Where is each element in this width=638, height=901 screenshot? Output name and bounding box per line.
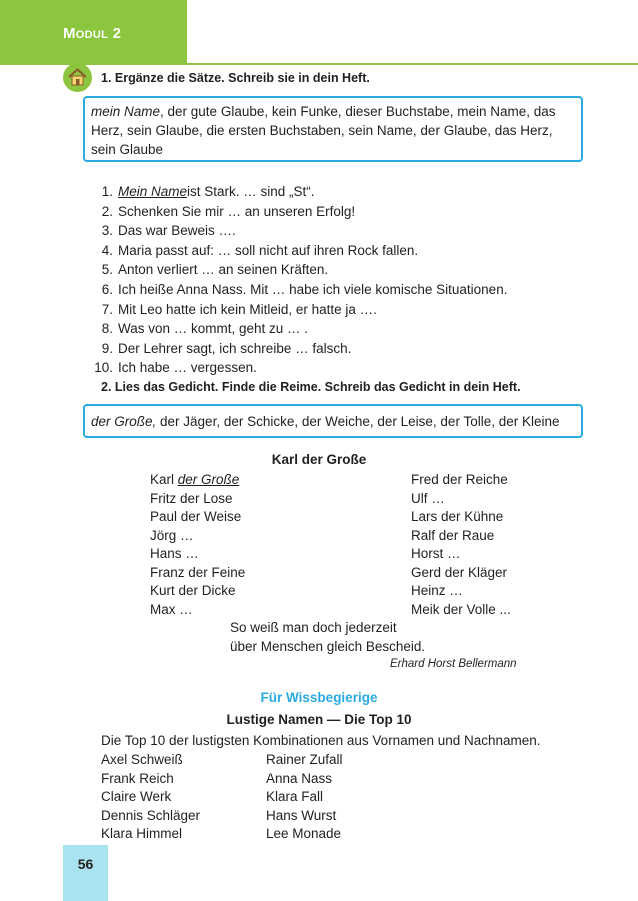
house-icon — [63, 63, 92, 92]
list-item: 10. Ich habe … vergessen. — [94, 360, 257, 376]
list-item: 6. Ich heiße Anna Nass. Mit … habe ich viele komische Situationen. — [101, 281, 508, 297]
poem-title: Karl der Große — [271, 452, 367, 467]
task1-title: 1. Ergänze die Sätze. Schreib sie in dein Heft. — [101, 71, 370, 85]
task2-title: 2. Lies das Gedicht. Finde die Reime. Schreib das Gedicht in dein Heft. — [101, 380, 521, 394]
list-item: Lee Monade — [266, 826, 342, 842]
poem-left-column — [150, 471, 245, 619]
list-item: Claire Werk — [101, 789, 172, 805]
poem-author: Erhard Horst Bellermann — [390, 658, 517, 670]
module-label: MODUL 2 — [63, 25, 122, 42]
poem-line: Ralf der Raue — [411, 527, 495, 543]
poem-line: Max … — [150, 601, 193, 617]
poem-line: So weiß man doch jederzeit — [230, 620, 397, 635]
names-left-column — [101, 751, 200, 844]
task2-wordbox: der Große, der Jäger, der Schicke, der Weiche, der Leise, der Tolle, der Kleine — [83, 404, 583, 438]
poem-line: Gerd der Kläger — [411, 564, 508, 580]
page-number-box — [63, 845, 108, 901]
page-number: 56 — [77, 856, 94, 872]
poem-line: Lars der Kühne — [411, 509, 504, 524]
list-item: Klara Himmel — [101, 826, 183, 842]
poem-line: Karl der Große — [150, 472, 240, 487]
list-item: 8. Was von … kommt, geht zu … . — [101, 321, 309, 337]
list-item: 4. Maria passt auf: … soll nicht auf ihren Rock fallen. — [101, 242, 419, 258]
names-right-column — [266, 751, 343, 844]
task1-wordbox: mein Name, der gute Glaube, kein Funke, dieser Buchstabe, mein Name, das Herz, sein Glaube, die ersten Buchstaben, sein Name, der Glaube, das Herz, sein Glaube — [83, 96, 583, 162]
poem-line: Ulf … — [411, 490, 445, 506]
poem-line: über Menschen gleich Bescheid. — [230, 638, 426, 654]
list-item: 2. Schenken Sie mir … an unseren Erfolg! — [101, 203, 356, 219]
list-item: 7. Mit Leo hatte ich kein Mitleid, er hatte ja …. — [101, 301, 377, 317]
poem-coda — [230, 619, 425, 656]
list-item: Hans Wurst — [266, 807, 337, 823]
list-item: Rainer Zufall — [266, 752, 343, 767]
poem-line: Horst … — [411, 546, 461, 561]
header-rule — [187, 63, 638, 65]
extra-heading: Für Wissbegierige — [260, 690, 378, 705]
poem-line: Fritz der Lose — [150, 490, 233, 506]
list-item: 5. Anton verliert … an seinen Kräften. — [101, 262, 329, 278]
extra-title: Lustige Namen — Die Top 10 — [226, 712, 412, 727]
task1-list — [80, 182, 507, 378]
poem-line: Kurt der Dicke — [150, 583, 236, 598]
poem-line: Jörg … — [150, 527, 194, 543]
list-item: 9. Der Lehrer sagt, ich schreibe … falsch. — [101, 340, 352, 356]
poem-line: Paul der Weise — [150, 509, 242, 524]
list-item: 1. Mein Name ist Stark. … sind „St“. — [101, 184, 315, 199]
poem-line: Hans … — [150, 546, 199, 561]
extra-intro: Die Top 10 der lustigsten Kombinationen aus Vornamen und Nachnamen. — [101, 733, 541, 748]
list-item: Klara Fall — [266, 789, 324, 805]
list-item: Dennis Schläger — [101, 807, 201, 823]
list-item: 3. Das war Beweis …. — [101, 223, 236, 239]
poem-line: Fred der Reiche — [411, 472, 508, 487]
poem-line: Franz der Feine — [150, 564, 246, 580]
list-item: Anna Nass — [266, 770, 333, 786]
poem-line: Heinz … — [411, 583, 463, 598]
list-item: Frank Reich — [101, 770, 174, 786]
list-item: Axel Schweiß — [101, 752, 183, 767]
poem-line: Meik der Volle ... — [411, 601, 511, 617]
poem-right-column — [411, 471, 511, 619]
